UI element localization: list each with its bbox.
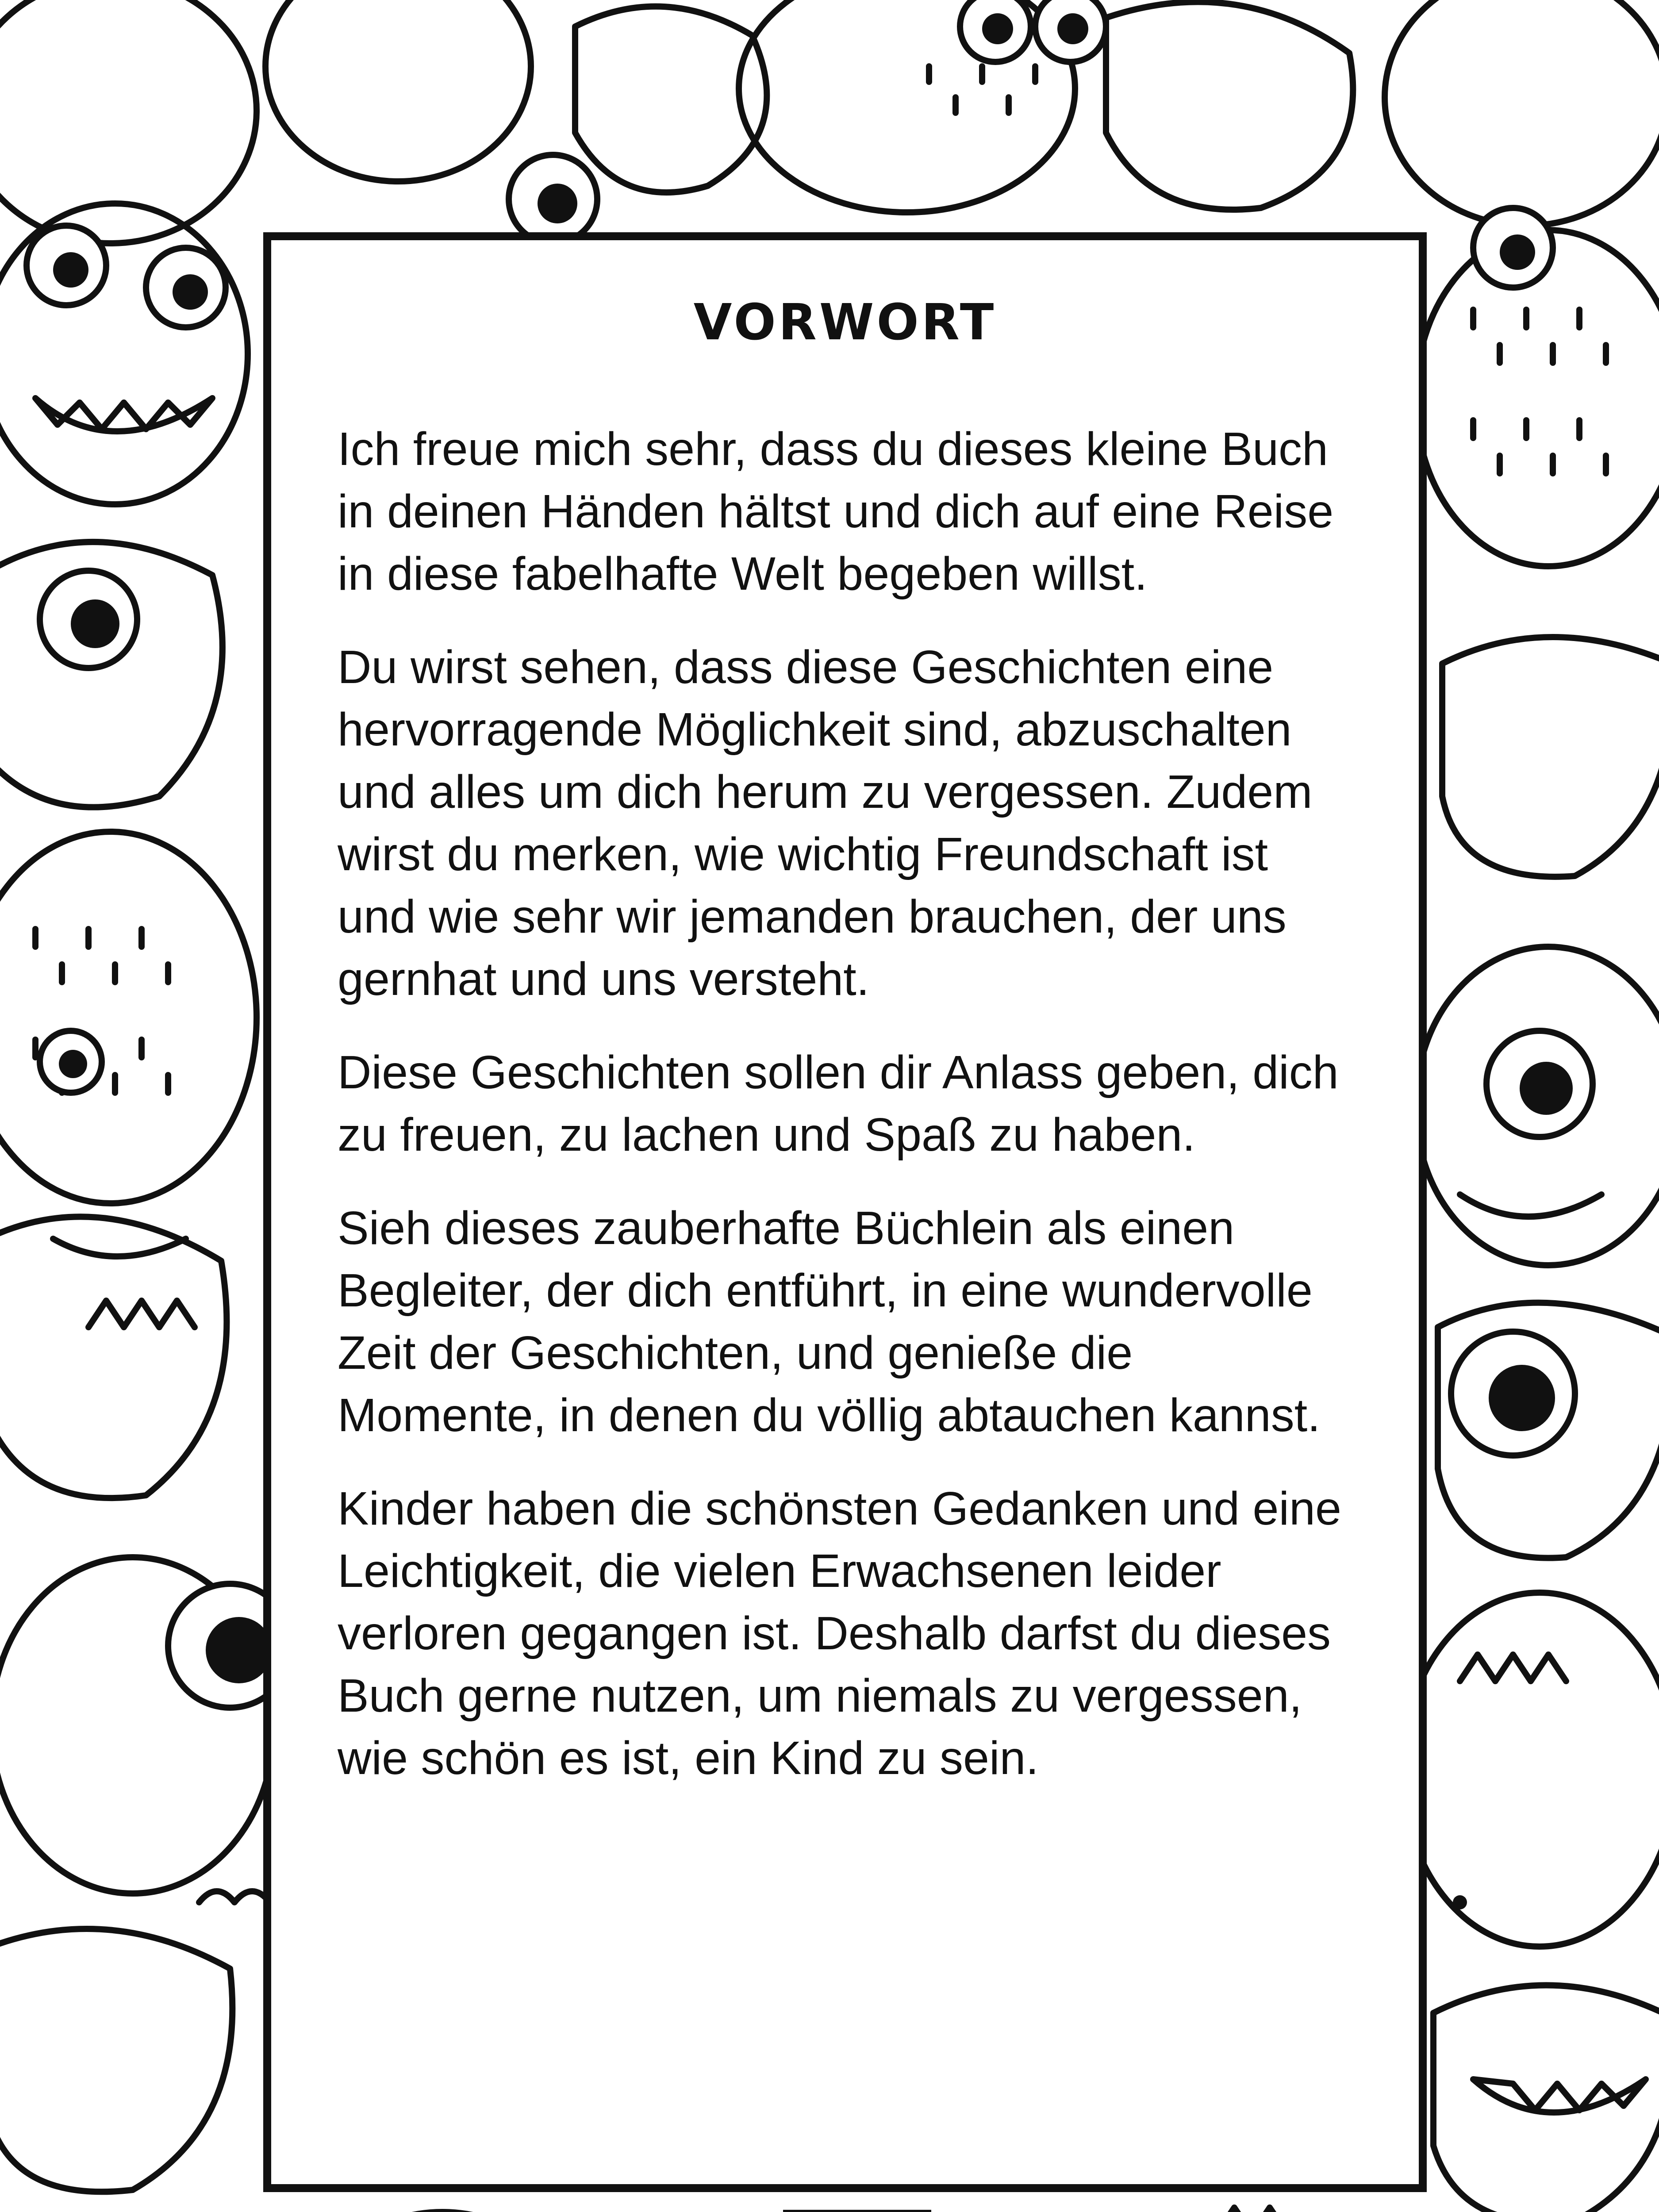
paragraph: Kinder haben die schönsten Gedanken und eine Leichtigkeit, die vielen Erwachsenen leider verloren gegangen ist. Deshalb darfst du dieses Buch gerne nutzen, um niemals zu vergessen, wie schön es ist, ein Kind zu sein. — [338, 1482, 1341, 1784]
paragraph: Ich freue mich sehr, dass du dieses kleine Buch in deinen Händen hältst und dich auf eine Reise in diese fabelhafte Welt begeben willst. — [338, 423, 1334, 600]
paragraph: Du wirst sehen, dass diese Geschichten eine hervorragende Möglichkeit sind, abzuschalten und alles um dich herum zu vergessen. Zudem wirst du merken, wie wichtig Freundschaft ist und wie sehr wir jemanden brauchen, der uns gernhat und uns versteht. — [338, 641, 1313, 1005]
page-number — [783, 2210, 931, 2212]
text-panel — [263, 232, 1427, 2192]
paragraph: Diese Geschichten sollen dir Anlass geben, dich zu freuen, zu lachen und Spaß zu haben. — [338, 1046, 1339, 1161]
paragraph: Sieh dieses zauberhafte Büchlein als einen Begleiter, der dich entführt, in eine wundervolle Zeit der Geschichten, und genieße die Momente, in denen du völlig abtauchen kannst. — [338, 1202, 1321, 1441]
page-heading: VORWORT — [693, 294, 997, 351]
